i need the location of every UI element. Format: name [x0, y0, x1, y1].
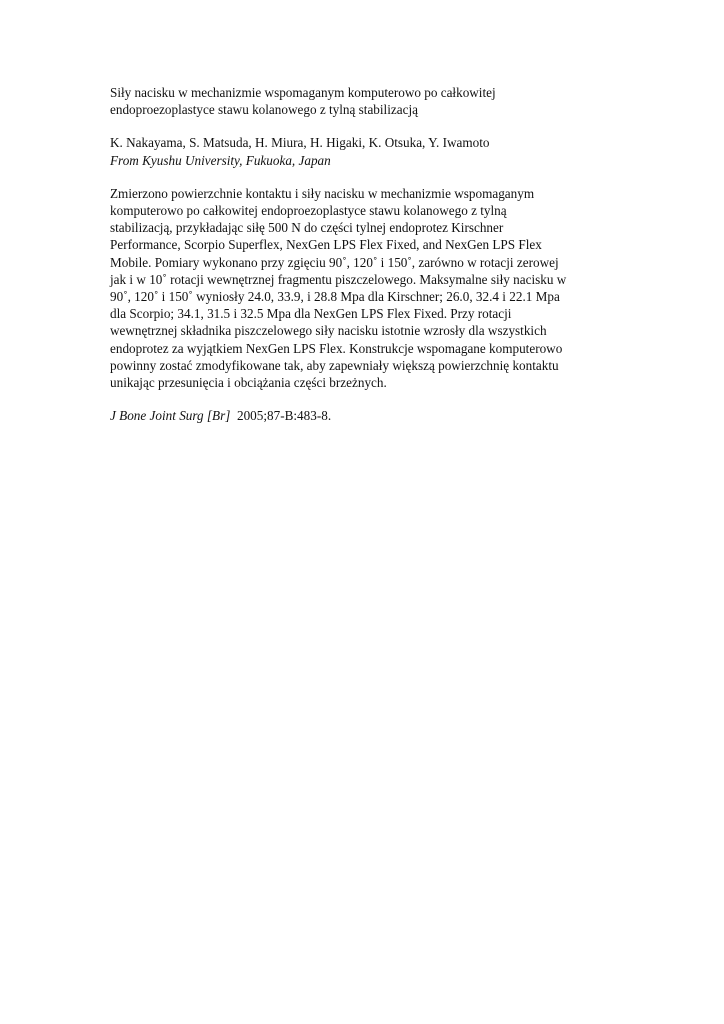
abstract-line: stabilizacją, przykładając siłę 500 N do części tylnej endoprotez Kirschner [110, 220, 504, 236]
article-title [110, 84, 630, 118]
abstract-line: Zmierzono powierzchnie kontaktu i siły nacisku w mechanizmie wspomaganym [110, 185, 535, 201]
title-line: Siły nacisku w mechanizmie wspomaganym komputerowo po całkowitej [110, 85, 496, 100]
abstract-line: wewnętrznej składnika piszczelowego siły nacisku istotnie wzrosły dla wszystkich [110, 323, 547, 339]
journal-name: J Bone Joint Surg [Br] [110, 408, 231, 424]
abstract-line: Mobile. Pomiary wykonano przy zgięciu 90˚, 120˚ i 150˚, zarówno w rotacji zerowej [110, 254, 559, 270]
abstract-line: jak i w 10˚ rotacji wewnętrznej fragmentu piszczelowego. Maksymalne siły nacisku w [110, 271, 567, 287]
abstract-line: 90˚, 120˚ i 150˚ wyniosły 24.0, 33.9, i 28.8 Mpa dla Kirschner; 26.0, 32.4 i 22.1 Mpa [110, 289, 560, 305]
abstract-line: dla Scorpio; 34.1, 31.5 i 32.5 Mpa dla NexGen LPS Flex Fixed. Przy rotacji [110, 306, 512, 322]
abstract-line: endoprotez za wyjątkiem NexGen LPS Flex. Konstrukcje wspomagane komputerowo [110, 340, 563, 356]
abstract-line: komputerowo po całkowitej endoproezoplastyce stawu kolanowego z tylną [110, 203, 507, 219]
citation [110, 407, 630, 424]
title-line: endoproezoplastyce stawu kolanowego z tylną stabilizacją [110, 102, 418, 118]
document-page [110, 84, 630, 424]
abstract-line: unikając przesunięcia i obciążania części brzeżnych. [110, 375, 387, 391]
author-block [110, 134, 630, 168]
abstract-line: Performance, Scorpio Superflex, NexGen LPS Flex Fixed, and NexGen LPS Flex [110, 237, 542, 253]
authors: K. Nakayama, S. Matsuda, H. Miura, H. Higaki, K. Otsuka, Y. Iwamoto [110, 135, 490, 151]
abstract-line: powinny zostać zmodyfikowane tak, aby zapewniały większą powierzchnię kontaktu [110, 357, 559, 373]
affiliation: From Kyushu University, Fukuoka, Japan [110, 152, 331, 168]
abstract [110, 185, 630, 391]
citation-details: 2005;87-B:483-8. [236, 408, 332, 424]
